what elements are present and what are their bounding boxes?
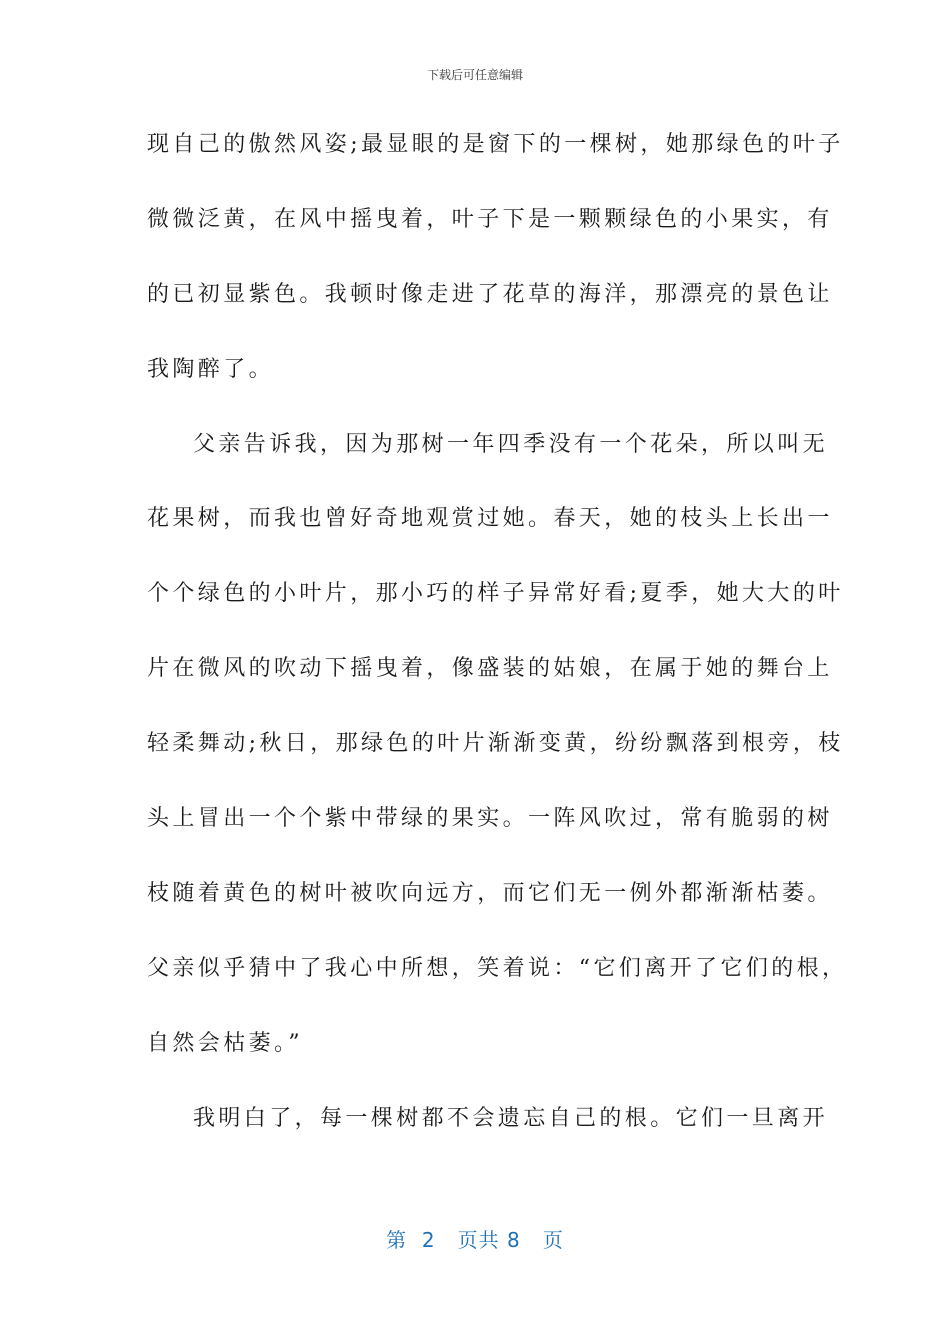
text-line: 轻柔舞动;秋日，那绿色的叶片渐渐变黄，纷纷飘落到根旁，枝 <box>147 731 844 757</box>
text-line: 枝随着黄色的树叶被吹向远方，而它们无一例外都渐渐枯萎。 <box>147 880 833 906</box>
page-header: 下载后可任意编辑 <box>426 68 523 82</box>
page-number-footer: 第 2 页共 8 页 <box>386 1228 564 1252</box>
text-line: 自然会枯萎。” <box>147 1030 304 1056</box>
text-line: 片在微风的吹动下摇曳着，像盛装的姑娘，在属于她的舞台上 <box>147 656 833 682</box>
text-line: 父亲似乎猜中了我心中所想，笑着说：“它们离开了它们的根， <box>147 955 848 981</box>
paragraph-start-line: 我明白了，每一棵树都不会遗忘自己的根。它们一旦离开 <box>193 1105 829 1131</box>
text-line: 头上冒出一个个紫中带绿的果实。一阵风吹过，常有脆弱的树 <box>147 806 833 832</box>
document-body <box>147 120 848 1168</box>
text-line: 现自己的傲然风姿;最显眼的是窗下的一棵树，她那绿色的叶子 <box>147 132 844 157</box>
text-line: 微微泛黄，在风中摇曳着，叶子下是一颗颗绿色的小果实，有 <box>147 206 833 232</box>
text-line: 花果树，而我也曾好奇地观赏过她。春天，她的枝头上长出一 <box>147 506 833 532</box>
text-line: 我陶醉了。 <box>147 356 275 382</box>
paragraph-start-line: 父亲告诉我，因为那树一年四季没有一个花朵，所以叫无 <box>193 431 829 457</box>
text-line: 个个绿色的小叶片，那小巧的样子异常好看;夏季，她大大的叶 <box>147 581 844 607</box>
text-line: 的已初显紫色。我顿时像走进了花草的海洋，那漂亮的景色让 <box>147 281 833 307</box>
